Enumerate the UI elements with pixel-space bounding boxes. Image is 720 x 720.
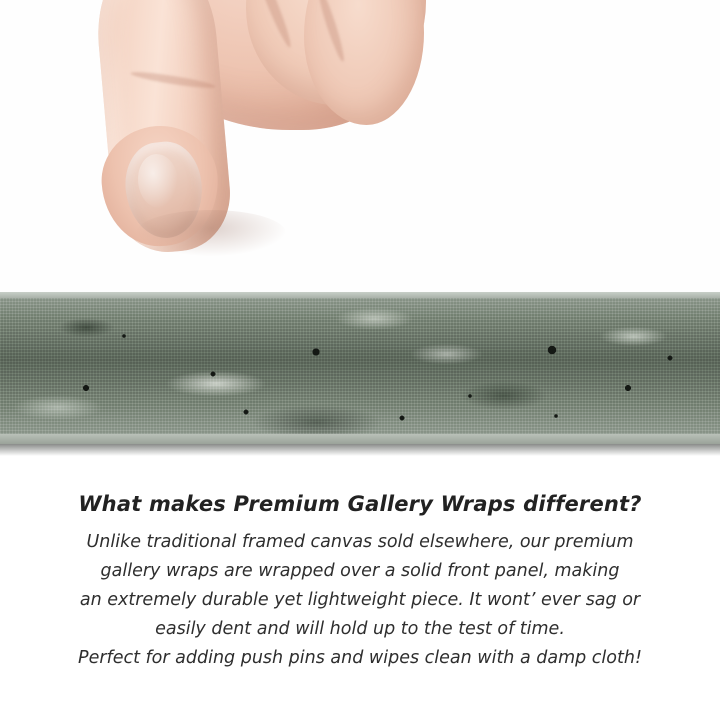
caption-heading: What makes Premium Gallery Wraps different? (78, 492, 642, 516)
caption-line: gallery wraps are wrapped over a solid front panel, making (100, 561, 620, 581)
canvas-dark-speckles (0, 292, 720, 440)
caption-line: Perfect for adding push pins and wipes clean with a damp cloth! (78, 648, 642, 668)
canvas-wrap-edge (0, 292, 720, 462)
caption-line: easily dent and will hold up to the test of time. (155, 619, 565, 639)
caption-line: Unlike traditional framed canvas sold elsewhere, our premium (86, 532, 634, 552)
caption-line: an extremely durable yet lightweight piece. It wont’ ever sag or (79, 590, 641, 610)
canvas-top-edge (0, 292, 720, 298)
canvas-drop-shadow (0, 444, 720, 456)
caption-block (0, 492, 720, 673)
canvas-bottom-bevel (0, 434, 720, 444)
hand-illustration (96, 0, 426, 292)
finger-contact-shadow (136, 210, 286, 256)
top-white-background (0, 0, 720, 292)
caption-body (50, 528, 670, 673)
